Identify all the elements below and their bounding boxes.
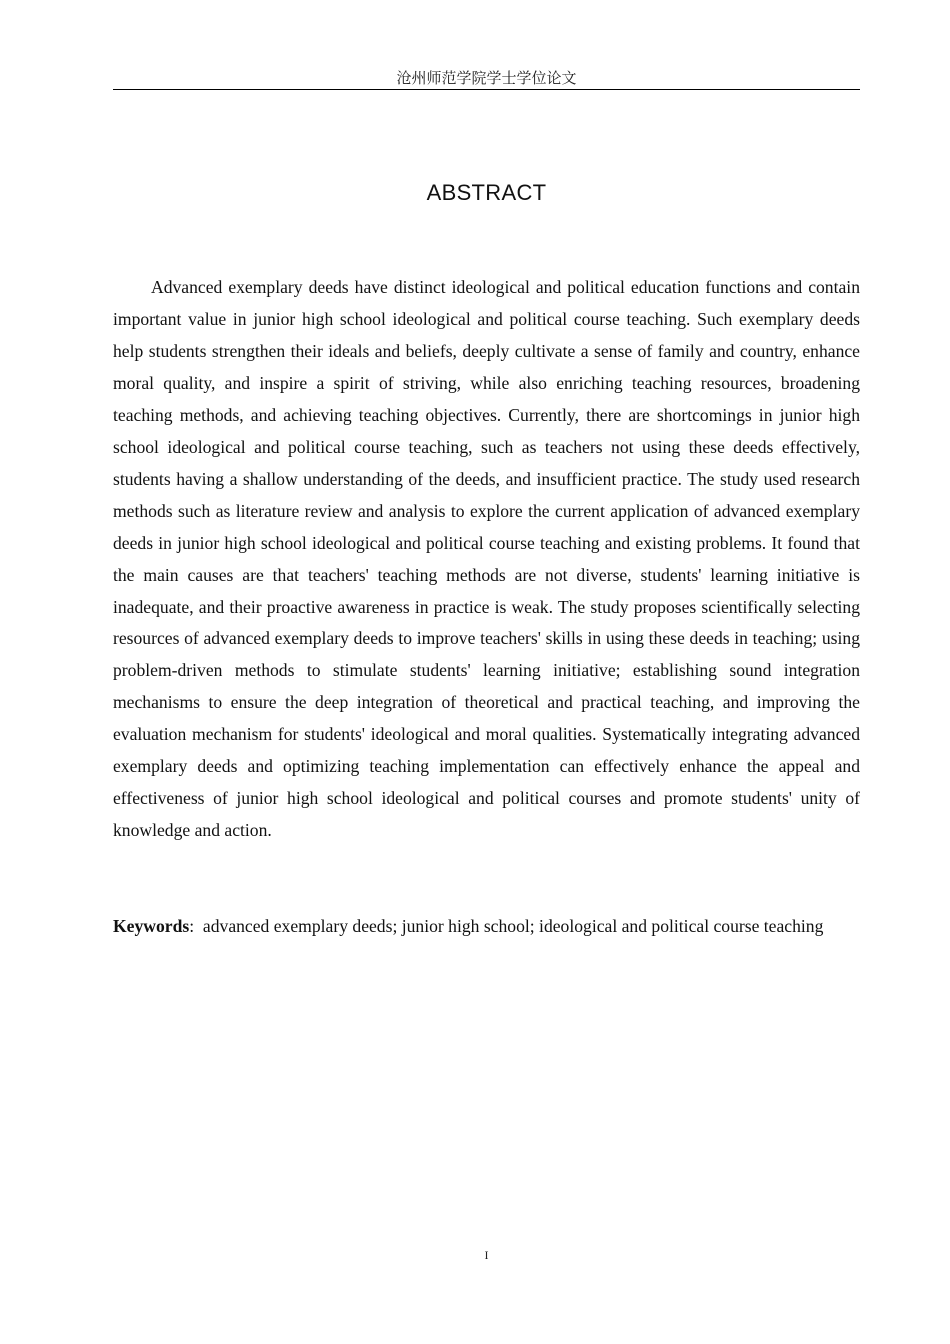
keywords-separator: : <box>189 916 195 936</box>
page-number: I <box>484 1248 489 1262</box>
abstract-body: Advanced exemplary deeds have distinct ideological and political education functions and contain important value in junior high school ideological and political course teaching. Such exemplary deeds help students strengthen their ideals and beliefs, deeply cultivate a sense of family and country, enhance moral quality, and inspire a spirit of striving, while also enriching teaching resources, broadening teaching methods, and achieving teaching objectives. Currently, there are shortcomings in junior high school ideological and political course teaching, such as teachers not using these deeds effectively, students having a shallow understanding of the deeds, and insufficient practice. The study used research methods such as literature review and analysis to explore the current application of advanced exemplary deeds in junior high school ideological and political course teaching and existing problems. It found that the main causes are that teachers' teaching methods are not diverse, students' learning initiative is inadequate, and their proactive awareness in practice is weak. The study proposes scientifically selecting resources of advanced exemplary deeds to improve teachers' skills in using these deeds in teaching; using problem-driven methods to stimulate students' learning initiative; establishing sound integration mechanisms to ensure the deep integration of theoretical and practical teaching, and improving the evaluation mechanism for students' ideological and moral qualities. Systematically integrating advanced exemplary deeds and optimizing teaching implementation can effectively enhance the appeal and effectiveness of junior high school ideological and political courses and promote students' unity of knowledge and action. <box>113 277 860 841</box>
running-header: 沧州师范学院学士学位论文 <box>113 66 860 90</box>
keywords-text: advanced exemplary deeds; junior high school; ideological and political course teaching <box>202 916 824 936</box>
keywords-label: Keywords <box>113 916 190 936</box>
abstract-title: ABSTRACT <box>426 180 547 205</box>
keywords-line <box>113 911 860 943</box>
